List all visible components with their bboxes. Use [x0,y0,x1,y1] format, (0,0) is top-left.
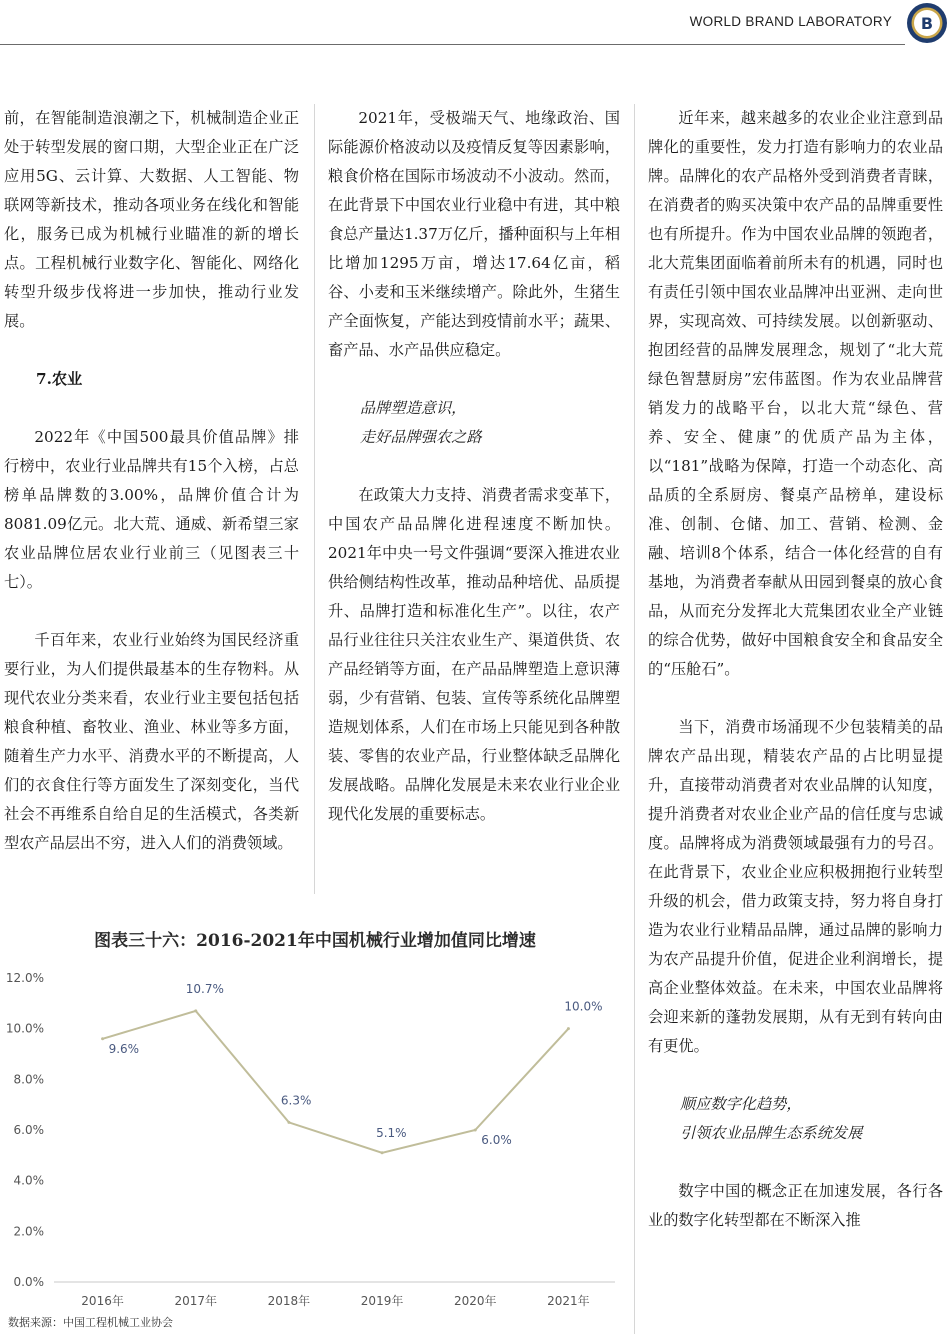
x-tick-label: 2021年 [547,1294,590,1308]
y-tick-label: 8.0% [13,1072,44,1087]
paragraph: 千百年来，农业行业始终为国民经济重要行业，为人们提供最基本的生存物料。从现代农业分类来看，农业行业主要包括包括粮食种植、畜牧业、渔业、林业等多方面，随着生产力水平、消费水平的不断提高，人们的衣食住行等方面发生了深刻变化，当代社会不再维系自给自足的生活模式，各类新型农产品层出不穷，进入人们的消费领域。 [4,631,299,852]
section-heading: 7.农业 [36,370,83,388]
paragraph: 2022年《中国500最具价值品牌》排行榜中，农业行业品牌共有15个入榜，占总榜单品牌数的3.00%，品牌价值合计为8081.09亿元。北大荒、通威、新希望三家农业品牌位居农业行业前三（见图表三十七）。 [4,428,299,591]
paragraph: 数字中国的概念正在加速发展，各行各业的数字化转型都在不断深入推 [648,1182,943,1229]
data-point [567,1027,570,1030]
brand-logo-icon [906,2,948,44]
y-tick-label: 10.0% [5,1021,44,1036]
paragraph: 前，在智能制造浪潮之下，机械制造企业正处于转型发展的窗口期，大型企业正在广泛应用5G、云计算、大数据、人工智能、物联网等新技术，推动各项业务在线化和智能化，服务已成为机械行业瞄准的新的增长点。工程机械行业数字化、智能化、网络化转型升级步伐将进一步加快，推动行业发展。 [4,109,299,330]
data-label: 5.1% [376,1125,407,1140]
subheading-line-2: 走好品牌强农之路 [360,428,482,446]
data-label: 9.6% [108,1041,140,1056]
chart-source: 数据来源：中国工程机械工业协会 [8,1316,173,1329]
paragraph: 在政策大力支持、消费者需求变革下，中国农产品品牌化进程速度不断加快。2021年中央一号文件强调“要深入推进农业供给侧结构性改革，推动品种培优、品质提升、品牌打造和标准化生产”。以往，农产品行业往往只关注农业生产、渠道供货、农产品经销等方面，在产品品牌塑造上意识薄弱，少有营销、包装、宣传等系统化品牌塑造规划体系，人们在市场上只能见到各种散装、零售的农业产品，行业整体缺乏品牌化发展战略。品牌化发展是未来农业行业企业现代化发展的重要标志。 [328,486,620,823]
paragraph: 近年来，越来越多的农业企业注意到品牌化的重要性，发力打造有影响力的农业品牌。品牌化的农产品格外受到消费者青睐，在消费者的购买决策中农产品的品牌重要性也有所提升。作为中国农业品牌的领跑者，北大荒集团面临着前所未有的机遇，同时也有责任引领中国农业品牌冲出亚洲、走向世界，实现高效、可持续发展。以创新驱动、抱团经营的品牌发展理念，规划了“北大荒绿色智慧厨房”宏伟蓝图。作为农业品牌营销发力的战略平台，以北大荒“绿色、营养、安全、健康”的优质产品为主体，以“181”战略为保障，打造一个动态化、高品质的全系厨房、餐桌产品榜单，建设标准、创制、仓储、加工、营销、检测、金融、培训8个体系，结合一体化经营的自有基地，为消费者奉献从田园到餐桌的放心食品，从而充分发挥北大荒集团农业全产业链的综合优势，做好中国粮食安全和食品安全的“压舱石”。 [648,109,943,678]
header-rule [0,44,905,45]
column-divider [314,104,315,894]
x-tick-label: 2019年 [360,1294,404,1308]
text-column-1 [4,104,299,858]
data-point [474,1129,477,1132]
data-label: 10.0% [564,999,603,1014]
x-tick-label: 2018年 [267,1294,311,1308]
data-label: 10.7% [185,981,224,996]
y-tick-label: 0.0% [13,1275,44,1289]
data-point [287,1121,290,1124]
x-tick-label: 2020年 [453,1294,497,1308]
paragraph: 2021年，受极端天气、地缘政治、国际能源价格波动以及疫情反复等因素影响，粮食价格在国际市场波动不小波动。然而，在此背景下中国农业行业稳中有进，其中粮食总产量达1.37万亿斤，播种面积与上年相比增加1295万亩，增达17.64亿亩，稻谷、小麦和玉米继续增产。除此外，生猪生产全面恢复，产能达到疫情前水平；蔬果、畜产品、水产品供应稳定。 [328,109,621,359]
line-chart [0,958,630,1310]
x-tick-label: 2016年 [81,1294,124,1308]
y-tick-label: 6.0% [13,1123,44,1137]
text-column-2 [328,104,620,829]
data-point [381,1151,384,1154]
subheading-line-1: 品牌塑造意识， [360,399,467,417]
subheading-line-1: 顺应数字化趋势， [680,1095,802,1113]
x-tick-label: 2017年 [174,1294,218,1308]
y-tick-label: 12.0% [5,971,44,985]
y-tick-label: 2.0% [13,1224,44,1239]
data-point [101,1037,104,1040]
data-label: 6.0% [481,1133,512,1147]
paragraph: 当下，消费市场涌现不少包装精美的品牌农产品出现，精装农产品的占比明显提升，直接带动消费者对农业品牌的认知度，提升消费者对农业企业产品的信任度与忠诚度。品牌将成为消费领域最强有力的号召。在此背景下，农业企业应积极拥抱行业转型升级的机会，借力政策支持，努力将自身打造为农业行业精品品牌，通过品牌的影响力为农产品提升价值，促进企业利润增长，提高企业整体效益。在未来，中国农业品牌将会迎来新的蓬勃发展期，从有无到有转向由有更优。 [648,718,943,1055]
data-label: 6.3% [280,1093,312,1108]
brand-name: WORLD BRAND LABORATORY [689,14,892,29]
y-tick-label: 4.0% [13,1173,44,1188]
text-column-3 [648,104,943,1235]
series-line [103,1011,569,1153]
svg-text:B: B [920,14,934,33]
subheading-line-2: 引领农业品牌生态系统发展 [680,1124,863,1142]
column-divider [634,104,635,1334]
chart-title: 图表三十六：2016-2021年中国机械行业增加值同比增速 [94,931,536,951]
data-point [194,1009,197,1012]
